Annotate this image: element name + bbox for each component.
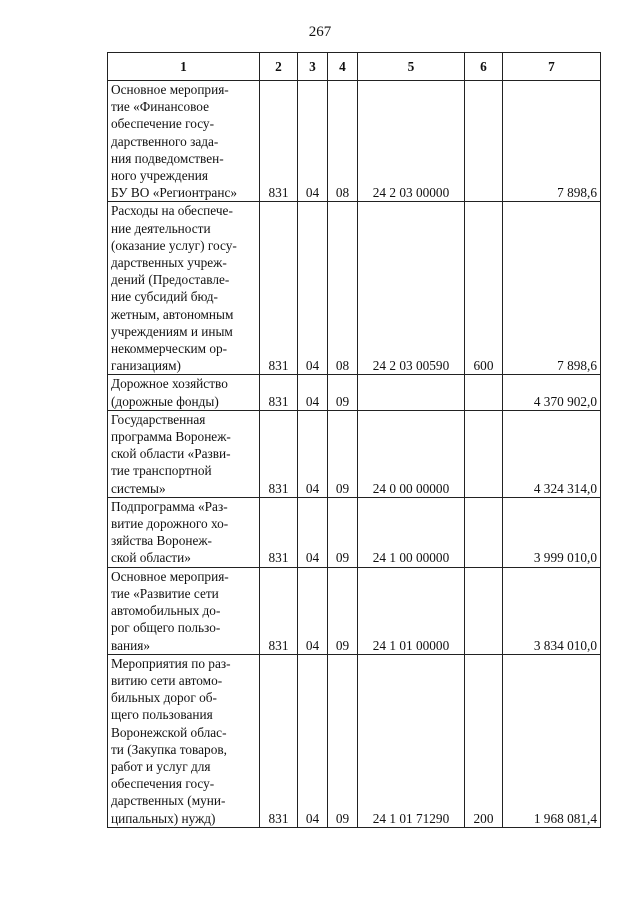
row-description: Расходы на обеспече- ние деятельности (оказание услуг) госу- дарственных учреж- дений (Предоставле- ние субсидий бюд- жетным, автономным учреждениям и иным некоммерческим ор- ганизациям) <box>108 202 260 375</box>
row-expense-type <box>465 567 503 654</box>
table-row <box>108 375 601 410</box>
row-description: Государственная программа Воронеж- ской области «Разви- тие транспортной системы» <box>108 410 260 497</box>
row-amount: 3 834 010,0 <box>503 567 601 654</box>
row-expense-type <box>465 497 503 567</box>
row-description: Мероприятия по раз- витию сети автомо- бильных дорог об- щего пользования Воронежской облас- ти (Закупка товаров, работ и услуг для обеспечения госу- дарственных (муни- ципальных) нужд) <box>108 654 260 827</box>
row-subsection-code: 08 <box>328 81 358 202</box>
table-row <box>108 497 601 567</box>
row-subsection-code: 09 <box>328 497 358 567</box>
row-target-article: 24 0 00 00000 <box>358 410 465 497</box>
row-subsection-code: 09 <box>328 567 358 654</box>
table-row <box>108 567 601 654</box>
row-subsection-code: 08 <box>328 202 358 375</box>
row-target-article <box>358 375 465 410</box>
row-ministry-code: 831 <box>260 567 298 654</box>
row-section-code: 04 <box>298 567 328 654</box>
row-ministry-code: 831 <box>260 410 298 497</box>
row-amount: 7 898,6 <box>503 202 601 375</box>
header-row <box>108 53 601 81</box>
row-description: Подпрограмма «Раз- витие дорожного хо- зяйства Воронеж- ской области» <box>108 497 260 567</box>
row-amount: 4 370 902,0 <box>503 375 601 410</box>
header-col-6: 6 <box>465 53 503 81</box>
row-subsection-code: 09 <box>328 654 358 827</box>
row-section-code: 04 <box>298 202 328 375</box>
table-row <box>108 81 601 202</box>
row-target-article: 24 2 03 00590 <box>358 202 465 375</box>
row-target-article: 24 1 01 71290 <box>358 654 465 827</box>
row-description: Основное мероприя- тие «Финансовое обеспечение госу- дарственного зада- ния подведомствен- ного учреждения БУ ВО «Регионтранс» <box>108 81 260 202</box>
table-row <box>108 654 601 827</box>
row-expense-type: 200 <box>465 654 503 827</box>
row-section-code: 04 <box>298 654 328 827</box>
table-row <box>108 410 601 497</box>
row-expense-type <box>465 375 503 410</box>
page-number: 267 <box>308 24 332 40</box>
row-amount: 3 999 010,0 <box>503 497 601 567</box>
row-amount: 7 898,6 <box>503 81 601 202</box>
header-col-4: 4 <box>328 53 358 81</box>
budget-table <box>107 52 601 828</box>
row-ministry-code: 831 <box>260 375 298 410</box>
table-row <box>108 202 601 375</box>
row-expense-type <box>465 81 503 202</box>
row-ministry-code: 831 <box>260 654 298 827</box>
row-section-code: 04 <box>298 81 328 202</box>
row-section-code: 04 <box>298 410 328 497</box>
row-description: Дорожное хозяйство (дорожные фонды) <box>108 375 260 410</box>
row-ministry-code: 831 <box>260 497 298 567</box>
row-section-code: 04 <box>298 375 328 410</box>
row-expense-type <box>465 410 503 497</box>
row-ministry-code: 831 <box>260 202 298 375</box>
row-subsection-code: 09 <box>328 375 358 410</box>
row-target-article: 24 2 03 00000 <box>358 81 465 202</box>
row-section-code: 04 <box>298 497 328 567</box>
header-col-5: 5 <box>358 53 465 81</box>
row-subsection-code: 09 <box>328 410 358 497</box>
row-ministry-code: 831 <box>260 81 298 202</box>
header-col-2: 2 <box>260 53 298 81</box>
row-description: Основное мероприя- тие «Развитие сети автомобильных до- рог общего пользо- вания» <box>108 567 260 654</box>
header-col-3: 3 <box>298 53 328 81</box>
row-amount: 4 324 314,0 <box>503 410 601 497</box>
row-target-article: 24 1 00 00000 <box>358 497 465 567</box>
header-col-1: 1 <box>108 53 260 81</box>
row-expense-type: 600 <box>465 202 503 375</box>
row-target-article: 24 1 01 00000 <box>358 567 465 654</box>
row-amount: 1 968 081,4 <box>503 654 601 827</box>
header-col-7: 7 <box>503 53 601 81</box>
